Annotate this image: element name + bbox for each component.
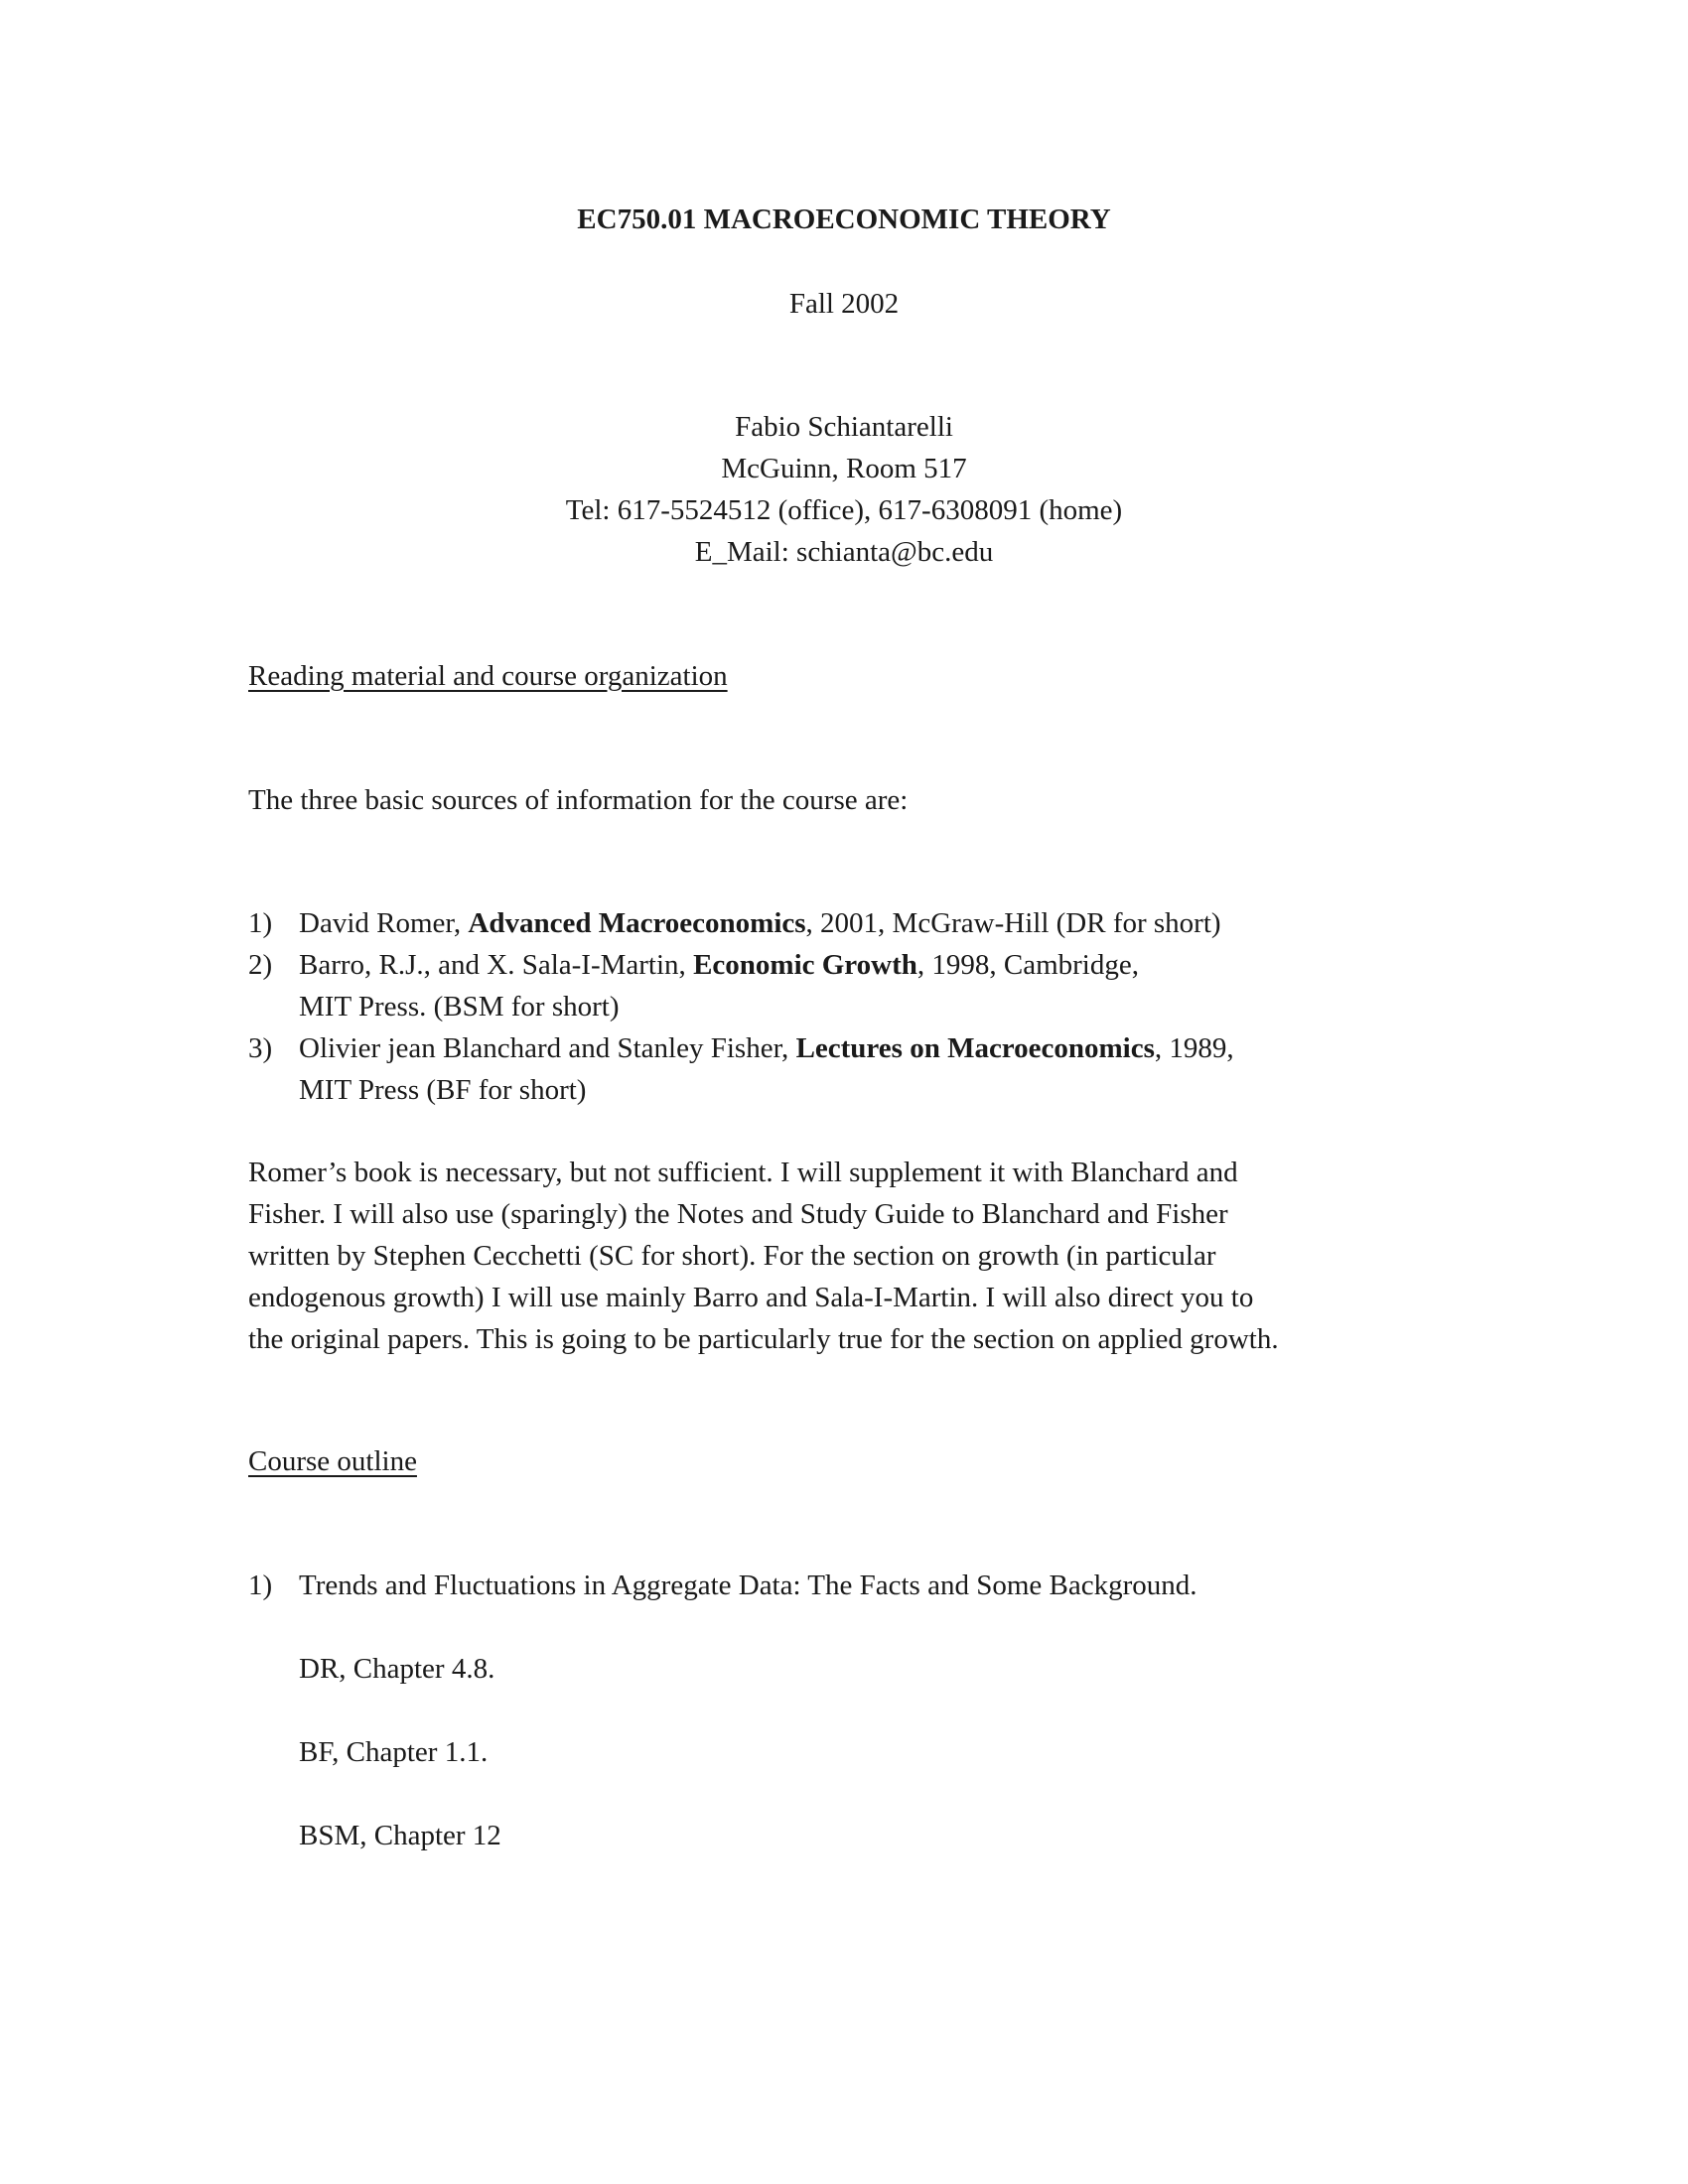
source-item <box>248 944 1440 1027</box>
reading-paragraph <box>248 1152 1450 1360</box>
paragraph-line: endogenous growth) I will use mainly Barro and Sala-I-Martin. I will also direct you to <box>248 1282 1254 1313</box>
reference-item: BSM, Chapter 12 <box>299 1820 501 1851</box>
instructor-email: E_Mail: schianta@bc.edu <box>694 536 994 568</box>
source-details: , 2001, McGraw-Hill (DR for short) <box>805 907 1221 939</box>
outline-topic: Trends and Fluctuations in Aggregate Data: The Facts and Some Background. <box>299 1570 1197 1601</box>
paragraph-line: Romer’s book is necessary, but not sufficient. I will supplement it with Blanchard and <box>248 1157 1238 1188</box>
source-book-title: Economic Growth <box>693 949 917 981</box>
source-details-continued: MIT Press (BF for short) <box>299 1074 587 1106</box>
outline-list <box>248 1565 1440 1606</box>
paragraph-line: Fisher. I will also use (sparingly) the Notes and Study Guide to Blanchard and Fisher <box>248 1198 1228 1230</box>
source-details-continued: MIT Press. (BSM for short) <box>299 991 620 1023</box>
outline-heading: Course outline <box>248 1445 417 1477</box>
reading-heading: Reading material and course organization <box>248 660 728 692</box>
reference-item: BF, Chapter 1.1. <box>299 1736 489 1768</box>
instructor-phone: Tel: 617-5524512 (office), 617-6308091 (home) <box>565 494 1123 526</box>
instructor-name: Fabio Schiantarelli <box>735 411 953 443</box>
source-book-title: Advanced Macroeconomics <box>468 907 806 939</box>
source-book-title: Lectures on Macroeconomics <box>795 1032 1155 1064</box>
sources-list <box>248 902 1440 1111</box>
source-number: 3) <box>248 1032 273 1064</box>
instructor-office: McGuinn, Room 517 <box>721 453 967 484</box>
source-number: 1) <box>248 907 273 939</box>
source-author: David Romer, <box>299 907 469 939</box>
outline-number: 1) <box>248 1570 273 1601</box>
source-number: 2) <box>248 949 273 981</box>
outline-item <box>248 1565 1440 1606</box>
reference-item: DR, Chapter 4.8. <box>299 1653 495 1685</box>
source-author: Barro, R.J., and X. Sala-I-Martin, <box>299 949 694 981</box>
paragraph-line: written by Stephen Cecchetti (SC for short). For the section on growth (in particular <box>248 1240 1216 1272</box>
source-item <box>248 902 1440 944</box>
outline-references <box>299 1648 501 1898</box>
reading-intro: The three basic sources of information for the course are: <box>248 784 909 816</box>
source-details: , 1998, Cambridge, <box>916 949 1139 981</box>
source-author: Olivier jean Blanchard and Stanley Fisher, <box>299 1032 796 1064</box>
source-item <box>248 1027 1440 1111</box>
paragraph-line: the original papers. This is going to be particularly true for the section on applied growth. <box>248 1323 1279 1355</box>
course-title: EC750.01 MACROECONOMIC THEORY <box>577 204 1111 235</box>
source-details: , 1989, <box>1154 1032 1234 1064</box>
instructor-info <box>0 406 1688 573</box>
course-term: Fall 2002 <box>788 288 900 320</box>
